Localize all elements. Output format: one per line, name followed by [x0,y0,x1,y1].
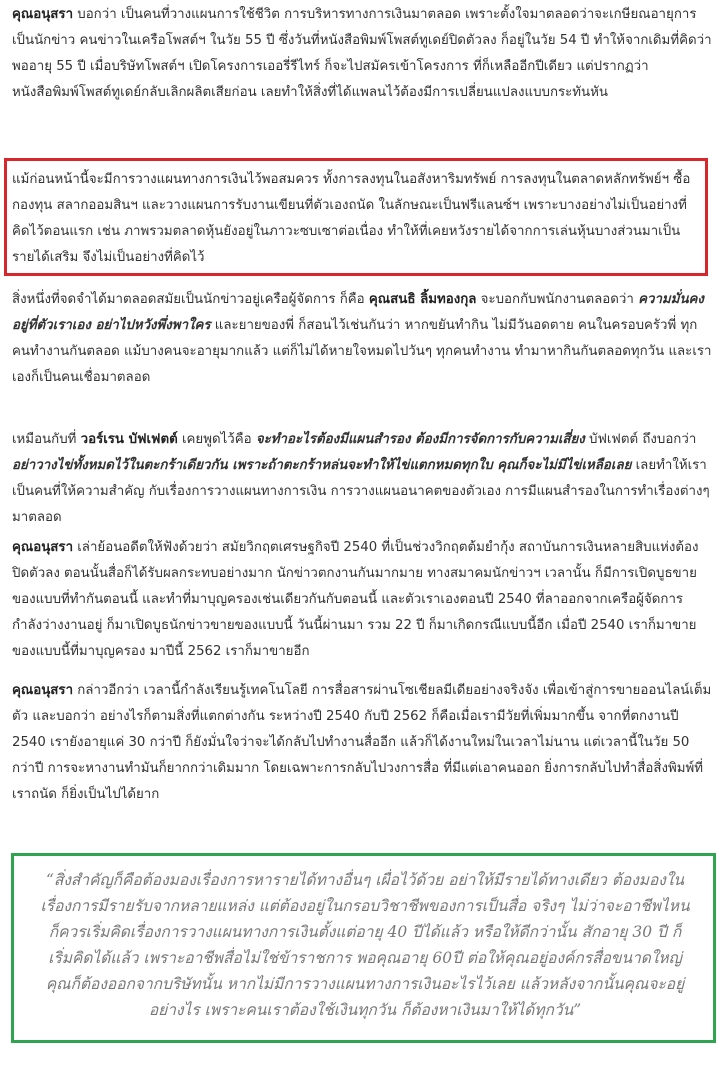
speaker-name: คุณอนุสรา [12,683,74,698]
paragraph-manager-quote [12,287,712,391]
speaker-name: คุณอนุสรา [12,540,74,555]
paragraph-text: เล่าย้อนอดีตให้ฟังด้วยว่า สมัยวิกฤตเศรษฐกิจปี 2540 ที่เป็นช่วงวิกฤตต้มยำกุ้ง สถาบันการเงินหลายสิบแห่งต้องปิดตัวลง ตอนนั้นสื่อก็ได้รับผลกระทบอย่างมาก นักข่าวตกงานกันมากมาย ทางสมาคมนักข่าวฯ เวลานั้น ก็มีการเปิดบูธขายของแบบที่ทำกันตอนนี้ และทำที่มาบุญครองเช่นเดียวกันกับตอนนี้ และตัวเราเองตอนปี 2540 ที่ลาออกจากเครือผู้จัดการ กำลังว่างงานอยู่ ก็มาเปิดบูธนักข่าวขายของแบบนี้ วันนี้ผ่านมา รวม 22 ปี ก็มาเกิดกรณีแบบนี้อีก เมื่อปี 2540 เราก็มาขายของแบบนี้ที่มาบุญครอง มาปีนี้ 2562 เราก็มาขายอีก [12,540,699,659]
paragraph-text: และยายของพี่ ก็สอนไว้เช่นกันว่า หากขยันทำกิน ไม่มีวันอดตาย คนในครอบครัวพี่ ทุกคนทำงานกันตลอด แม้บางคนจะอายุมากแล้ว แต่ก็ไม่ได้หายใจหมดไปวันๆ ทุกคนทำงาน ทำมาหากินกันตลอดทุกวัน และเราเองก็เป็นคนเชื่อมาตลอด [12,318,712,385]
speaker-name: คุณอนุสรา [12,7,74,22]
paragraph-text: บัฟเฟตต์ ถึงบอกว่า [584,432,697,447]
emphasis-quote: อย่าวางไข่ทั้งหมดไว้ในตะกร้าเดียวกัน เพราะถ้าตะกร้าหล่นจะทำให้ไข่แตกหมดทุกใบ คุณก็จะไม่มีไข่เหลือเลย [12,458,632,473]
emphasis-quote: ความมั่นคงอยู่ที่ตัวเราเอง อย่าไปหวังพึ่งพาใคร [12,292,704,333]
paragraph-text: จะบอกกับพนักงานตลอดว่า [476,292,639,307]
paragraph-text: กล่าวอีกว่า เวลานี้กำลังเรียนรู้เทคโนโลยี การสื่อสารผ่านโซเชียลมีเดียอย่างจริงจัง เพื่อเข้าสู่การขายออนไลน์เต็มตัว และบอกว่า อย่างไรก็ตามสิ่งที่แตกต่างกัน ระหว่างปี 2540 กับปี 2562 ก็คือเมื่อเรามีวัยที่เพิ่มมากขึ้น จากที่ตกงานปี 2540 เรายังอายุแค่ 30 กว่าปี ก็ยังมั่นใจว่าจะได้กลับไปทำงานสื่ออีก แล้วก็ได้งานใหม่ในเวลาไม่นาน แต่เวลานี้ในวัย 50 กว่าปี การจะหางานทำมันก็ยากกว่าเดิมมาก โดยเฉพาะการกลับไปวงการสื่อ ที่มีแต่เอาคนออก ยิ่งการกลับไปทำสื่อสิ่งพิมพ์ที่เราถนัด ก็ยิ่งเป็นไปได้ยาก [12,683,712,802]
paragraph-text: แม้ก่อนหน้านี้จะมีการวางแผนทางการเงินไว้พอสมควร ทั้งการลงทุนในอสังหาริมทรัพย์ การลงทุนในตลาดหลักทรัพย์ฯ ซื้อกองทุน สลากออมสินฯ และวางแผนการรับงานเขียนที่ตัวเองถนัด ในลักษณะเป็นฟรีแลนซ์ฯ เพราะบางอย่างไม่เป็นอย่างที่คิดไว้ตอนแรก เช่น ภาพรวมตลาดหุ้นยังอยู่ในภาวะซบเซาต่อเนื่อง ทำให้ที่เคยหวังรายได้จากการเล่นหุ้นบางส่วนมาเป็นรายได้เสริม จึงไม่เป็นอย่างที่คิดไว้ [12,172,691,265]
paragraph-text: สิ่งหนึ่งที่จดจำได้มาตลอดสมัยเป็นนักข่าวอยู่เครือผู้จัดการ ก็คือ [12,292,369,307]
pull-quote-text: “สิ่งสำคัญก็คือต้องมองเรื่องการหารายได้ทางอื่นๆ เผื่อไว้ด้วย อย่าให้มีรายได้ทางเดียว ต้องมองในเรื่องการมีรายรับจากหลายแหล่ง แต่ต้องอยู่ในกรอบวิชาชีพของการเป็นสื่อ จริงๆ ไม่ว่าจะอาชีพไหน ก็ควรเริ่มคิดเรื่องการวางแผนทางการเงินตั้งแต่อายุ 40 ปีได้แล้ว หรือให้ดีกว่านั้น สักอายุ 30 ปี ก็เริ่มคิดได้แล้ว เพราะอาชีพสื่อไม่ใช่ข้าราชการ พอคุณอายุ 60ปี ต่อให้คุณอยู่องค์กรสื่อขนาดใหญ่ คุณก็ต้องออกจากบริษัทนั้น หากไม่มีการวางแผนทางการเงินอะไรไว้เลย แล้วหลังจากนั้นคุณจะอยู่อย่างไร เพราะคนเราต้องใช้เงินทุกวัน ก็ต้องหาเงินมาให้ได้ทุกวัน” [40,871,690,1019]
paragraph-text: เหมือนกับที่ [12,432,81,447]
person-name: วอร์เรน บัฟเฟตต์ [80,432,178,447]
paragraph-text: เคยพูดไว้คือ [177,432,256,447]
paragraph-intro [12,2,712,106]
paragraph-buffett [12,427,712,531]
person-name: คุณสนธิ ลิ้มทองกุล [368,292,477,307]
paragraph-text: เลยทำให้เราเป็นคนที่ให้ความสำคัญ กับเรื่องการวางแผนทางการเงิน การวางแผนอนาคตของตัวเอง การมีแผนสำรองในการทำเรื่องต่างๆ มาตลอด [12,458,710,525]
paragraph-1997-crisis [12,535,712,665]
paragraph-technology [12,678,712,808]
paragraph-text: บอกว่า เป็นคนที่วางแผนการใช้ชีวิต การบริหารทางการเงินมาตลอด เพราะตั้งใจมาตลอดว่าจะเกษียณอายุการเป็นนักข่าว คนข่าวในเครือโพสต์ฯ ในวัย 55 ปี ซึ่งวันที่หนังสือพิมพ์โพสต์ทูเดย์ปิดตัวลง ก็อยู่ในวัย 54 ปี ทำให้จากเดิมที่คิดว่า พออายุ 55 ปี เมื่อบริษัทโพสต์ฯ เปิดโครงการเออรี่รีไทร์ ก็จะไปสมัครเข้าโครงการ ที่ก็เหลืออีกปีเดียว แต่ปรากฏว่าหนังสือพิมพ์โพสต์ทูเดย์กลับเลิกผลิตเสียก่อน เลยทำให้สิ่งที่ได้แพลนไว้ต้องมีการเปลี่ยนแปลงแบบกระทันหัน [12,7,712,100]
emphasis-quote: จะทำอะไรต้องมีแผนสำรอง ต้องมีการจัดการกับความเสี่ยง [255,432,585,447]
paragraph-financial-plan [12,167,702,271]
